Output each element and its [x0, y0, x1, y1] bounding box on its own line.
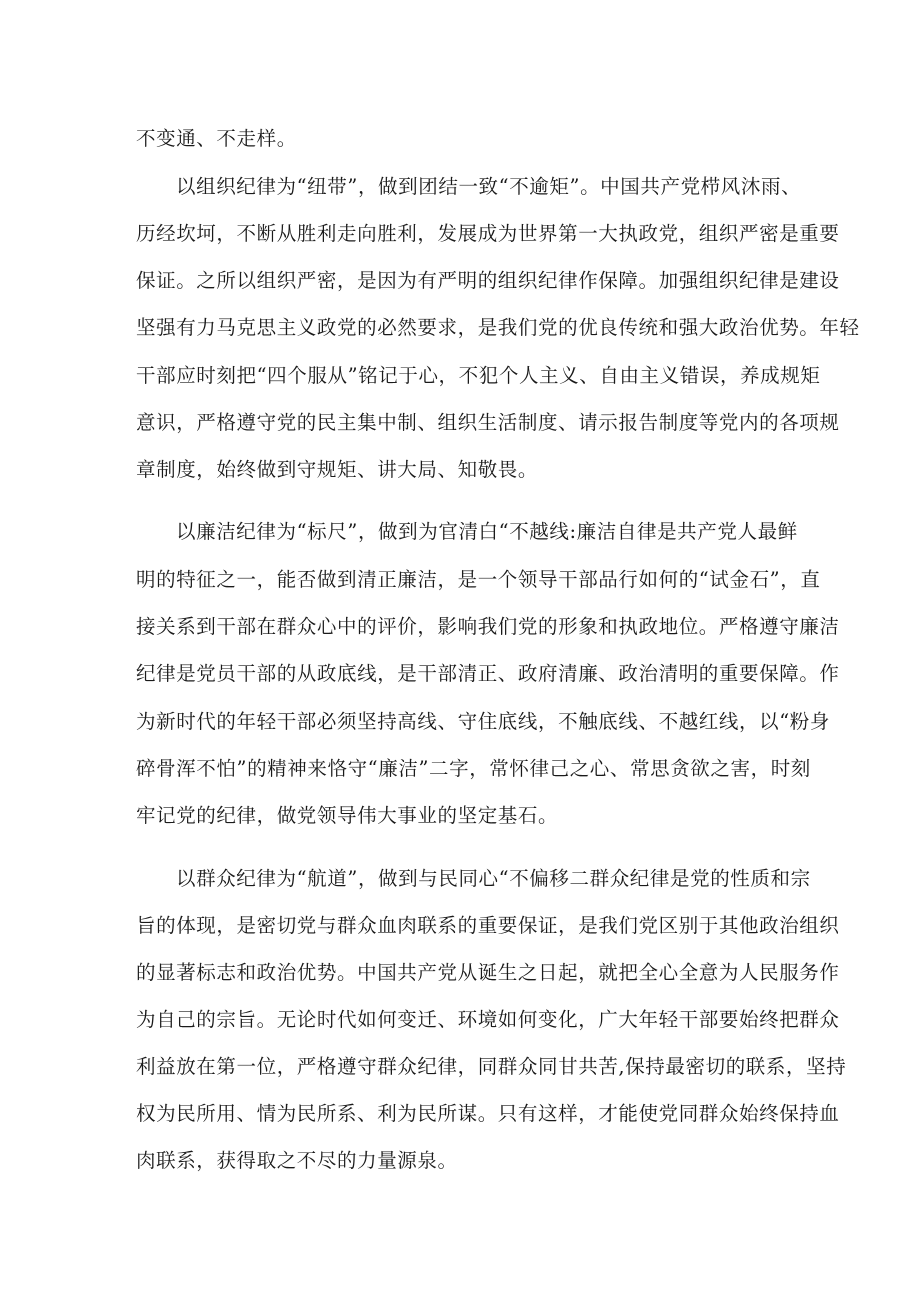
text-line: 权为民所用、情为民所系、利为民所谋。只有这样，才能使党同群众始终保持血 [136, 1102, 840, 1125]
text-line: 纪律是党员干部的从政底线，是干部清正、政府清廉、政治清明的重要保障。作 [136, 662, 840, 685]
text-line: 牢记党的纪律，做党领导伟大事业的坚定基石。 [136, 804, 559, 827]
text-line: 以廉洁纪律为“标尺”，做到为官清白“不越线:廉洁自律是共产党人最鲜 [176, 520, 798, 543]
text-line: 利益放在第一位，严格遵守群众纪律，同群众同甘共苦,保持最密切的联系，坚持 [136, 1055, 847, 1078]
text-line: 为自己的宗旨。无论时代如何变迁、环境如何变化，广大年轻干部要始终把群众 [136, 1008, 840, 1031]
text-line: 以组织纪律为“纽带”，做到团结一致“不逾矩”。中国共产党栉风沐雨、 [176, 175, 802, 198]
text-line: 旨的体现，是密切党与群众血肉联系的重要保证，是我们党区别于其他政治组织 [136, 914, 840, 937]
text-line: 历经坎坷，不断从胜利走向胜利，发展成为世界第一大执政党，组织严密是重要 [136, 222, 840, 245]
text-line: 保证。之所以组织严密，是因为有严明的组织纪律作保障。加强组织纪律是建设 [136, 269, 840, 292]
text-line: 意识，严格遵守党的民主集中制、组织生活制度、请示报告制度等党内的各项规 [136, 411, 840, 434]
text-line: 接关系到干部在群众心中的评价，影响我们党的形象和执政地位。严格遵守廉洁 [136, 615, 840, 638]
text-line: 明的特征之一，能否做到清正廉洁，是一个领导干部品行如何的“试金石”，直 [136, 568, 821, 591]
text-line: 碎骨浑不怕”的精神来恪守“廉洁”二字，常怀律己之心、常思贪欲之害，时刻 [136, 757, 811, 780]
text-line: 为新时代的年轻干部必须坚持高线、守住底线，不触底线、不越红线，以“粉身 [136, 710, 830, 733]
text-line: 干部应时刻把“四个服从”铭记于心，不犯个人主义、自由主义错误，养成规矩 [136, 364, 821, 387]
text-line: 的显著标志和政治优势。中国共产党从诞生之日起，就把全心全意为人民服务作 [136, 961, 840, 984]
text-line: 不变通、不走样。 [136, 127, 297, 150]
text-line: 坚强有力马克思主义政党的必然要求，是我们党的优良传统和强大政治优势。年轻 [136, 316, 860, 339]
text-line: 章制度，始终做到守规矩、讲大局、知敬畏。 [136, 458, 539, 481]
text-line: 以群众纪律为“航道”，做到与民同心“不偏移二群众纪律是党的性质和宗 [176, 867, 811, 890]
text-line: 肉联系，获得取之不尽的力量源泉。 [136, 1149, 458, 1172]
